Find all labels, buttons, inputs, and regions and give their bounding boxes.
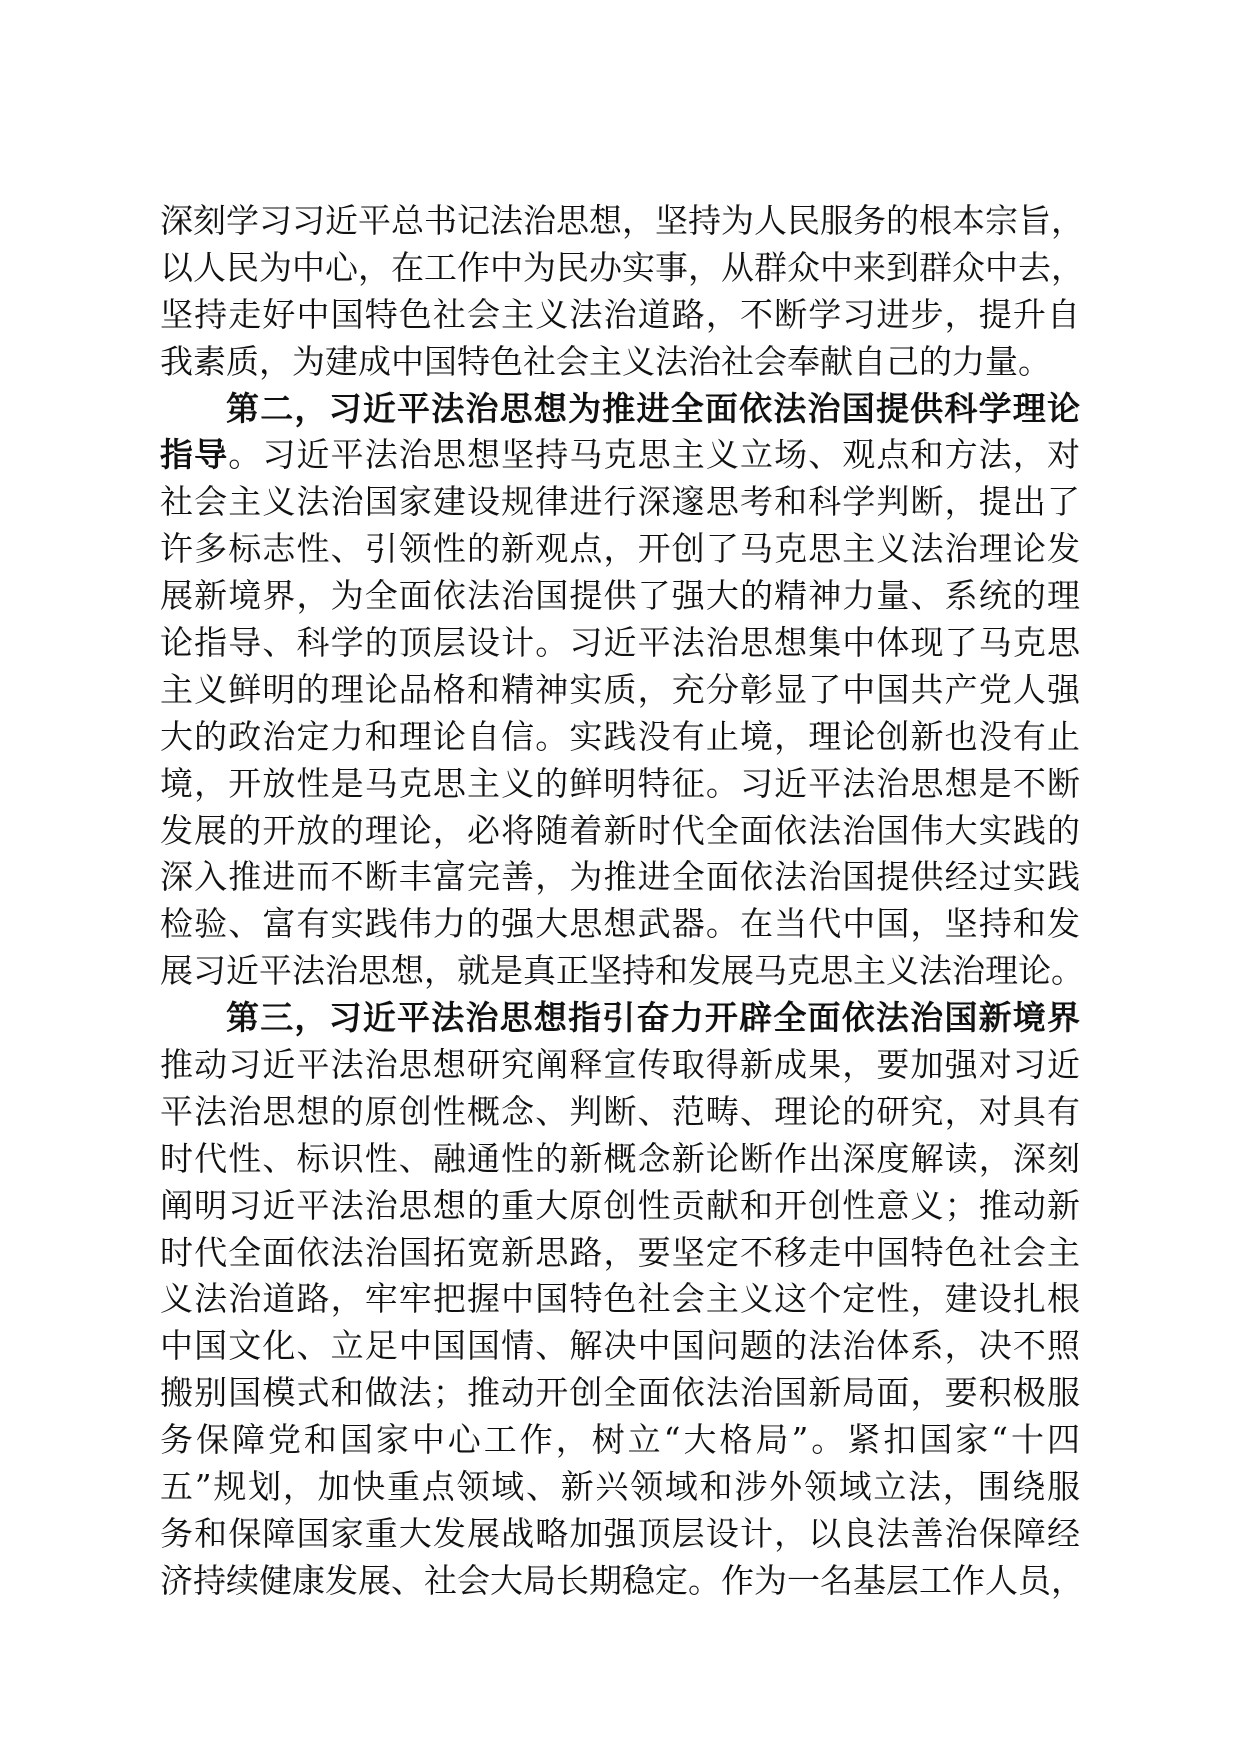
text-line-rest: 。习近平法治思想坚持马克思主义立场、观点和方法，对: [228, 435, 1081, 475]
text-line: 深刻学习习近平总书记法治思想，坚持为人民服务的根本宗旨，: [160, 201, 1084, 240]
text-line: 阐明习近平法治思想的重大原创性贡献和开创性意义；推动新: [160, 1185, 1080, 1225]
text-line: 大的政治定力和理论自信。实践没有止境，理论创新也没有止: [160, 716, 1080, 756]
text-line: 济持续健康发展、社会大局长期稳定。作为一名基层工作人员，: [160, 1560, 1084, 1600]
text-line: 展新境界，为全面依法治国提供了强大的精神力量、系统的理: [160, 576, 1080, 616]
text-line: 论指导、科学的顶层设计。习近平法治思想集中体现了马克思: [160, 623, 1080, 663]
text-line: 搬别国模式和做法；推动开创全面依法治国新局面，要积极服: [160, 1373, 1080, 1413]
text-line: 我素质，为建成中国特色社会主义法治社会奉献自己的力量。: [160, 341, 1051, 381]
text-line: 深入推进而不断丰富完善，为推进全面依法治国提供经过实践: [160, 857, 1080, 897]
paragraph-1: [160, 198, 1084, 386]
text-line: 境，开放性是马克思主义的鲜明特征。习近平法治思想是不断: [160, 763, 1080, 803]
text-line: 时代全面依法治国拓宽新思路，要坚定不移走中国特色社会主: [160, 1232, 1080, 1272]
text-line: 推动习近平法治思想研究阐释宣传取得新成果，要加强对习近: [160, 1045, 1080, 1085]
text-line: 检验、富有实践伟力的强大思想武器。在当代中国，坚持和发: [160, 904, 1080, 944]
text-line: 坚持走好中国特色社会主义法治道路，不断学习进步，提升自: [160, 294, 1080, 334]
text-line: 中国文化、立足中国国情、解决中国问题的法治体系，决不照: [160, 1326, 1080, 1366]
text-line: 平法治思想的原创性概念、判断、范畴、理论的研究，对具有: [160, 1091, 1080, 1131]
document-page: [160, 198, 1084, 1605]
section-heading-2-tail: 指导: [160, 435, 229, 475]
text-line: [160, 432, 1080, 479]
text-line: 义法治道路，牢牢把握中国特色社会主义这个定性，建设扎根: [160, 1279, 1080, 1319]
text-line: 发展的开放的理论，必将随着新时代全面依法治国伟大实践的: [160, 810, 1080, 850]
text-line: 五”规划，加快重点领域、新兴领域和涉外领域立法，围绕服: [160, 1467, 1080, 1507]
section-heading-2: 第二，习近平法治思想为推进全面依法治国提供科学理论: [226, 388, 1080, 428]
text-line: 主义鲜明的理论品格和精神实质，充分彰显了中国共产党人强: [160, 669, 1080, 709]
section-heading-3: 第三，习近平法治思想指引奋力开辟全面依法治国新境界: [226, 998, 1080, 1038]
text-line: 社会主义法治国家建设规律进行深邃思考和科学判断，提出了: [160, 482, 1080, 522]
text-line: 务和保障国家重大发展战略加强顶层设计，以良法善治保障经: [160, 1513, 1080, 1553]
text-line: 务保障党和国家中心工作，树立“大格局”。紧扣国家“十四: [160, 1420, 1080, 1460]
text-line: 许多标志性、引领性的新观点，开创了马克思主义法治理论发: [160, 529, 1080, 569]
text-line: 展习近平法治思想，就是真正坚持和发展马克思主义法治理论。: [160, 951, 1084, 991]
paragraph-3: [160, 995, 1084, 1605]
text-line: 以人民为中心，在工作中为民办实事，从群众中来到群众中去，: [160, 247, 1084, 287]
paragraph-2: [160, 386, 1084, 996]
text-line: 时代性、标识性、融通性的新概念新论断作出深度解读，深刻: [160, 1138, 1080, 1178]
